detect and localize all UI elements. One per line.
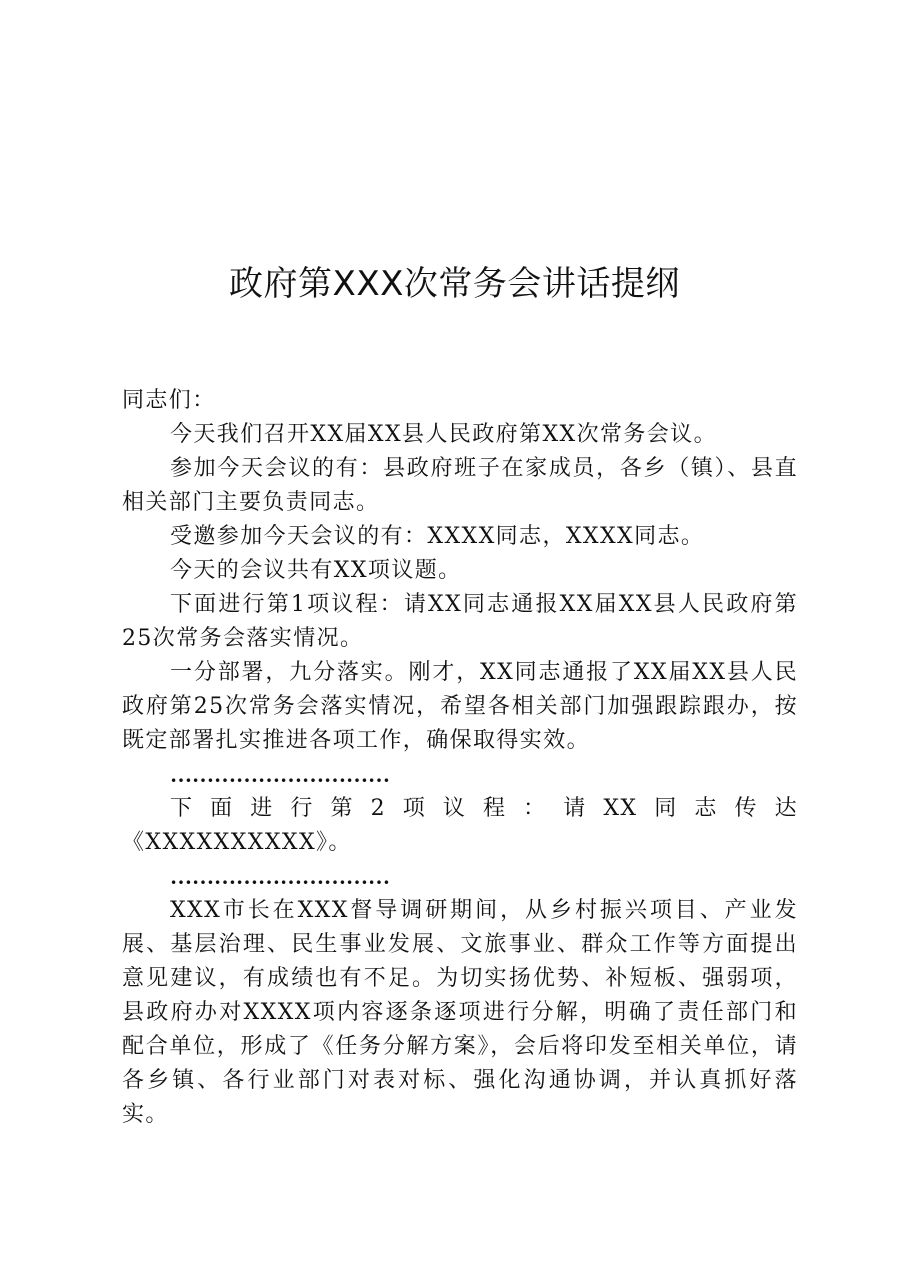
paragraph-implementation-remarks: 一分部署，九分落实。刚才，XX同志通报了XX届XX县人民政府第25次常务会落实情况，希望各相关部门加强跟踪跟办，按既定部署扎实推进各项工作，确保取得实效。	[122, 660, 798, 753]
paragraph-agenda-count: 今天的会议共有XX项议题。	[170, 558, 462, 583]
salutation: 同志们：	[122, 388, 216, 413]
paragraph-attendees: 参加今天会议的有：县政府班子在家成员，各乡（镇）、县直相关部门主要负责同志。	[122, 456, 798, 515]
document-body	[122, 384, 798, 1132]
document-title: 政府第XXX次常务会讲话提纲	[229, 264, 680, 304]
paragraph-inspection-feedback: XXX市长在XXX督导调研期间，从乡村振兴项目、产业发展、基层治理、民生事业发展、文旅事业、群众工作等方面提出意见建议，有成绩也有不足。为切实扬优势、补短板、强弱项，县政府办对XXXX项内容逐条逐项进行分解，明确了责任部门和配合单位，形成了《任务分解方案》，会后将印发至相关单位，请各乡镇、各行业部门对表对标、强化沟通协调，并认真抓好落实。	[122, 898, 798, 1127]
paragraph-invited-guests: 受邀参加今天会议的有：XXXX同志，XXXX同志。	[170, 524, 705, 549]
paragraph-agenda-item-2: 下面进行第2项议程：请XX同志传达	[170, 796, 798, 821]
paragraph-meeting-opening: 今天我们召开XX届XX县人民政府第XX次常务会议。	[170, 422, 717, 447]
ellipsis-separator: …………………………	[170, 864, 390, 889]
paragraph-agenda-item-1: 下面进行第1项议程：请XX同志通报XX届XX县人民政府第25次常务会落实情况。	[122, 592, 798, 651]
ellipsis-separator: …………………………	[170, 762, 390, 787]
paragraph-agenda-item-2-document: 《XXXXXXXXXX》。	[122, 830, 352, 855]
